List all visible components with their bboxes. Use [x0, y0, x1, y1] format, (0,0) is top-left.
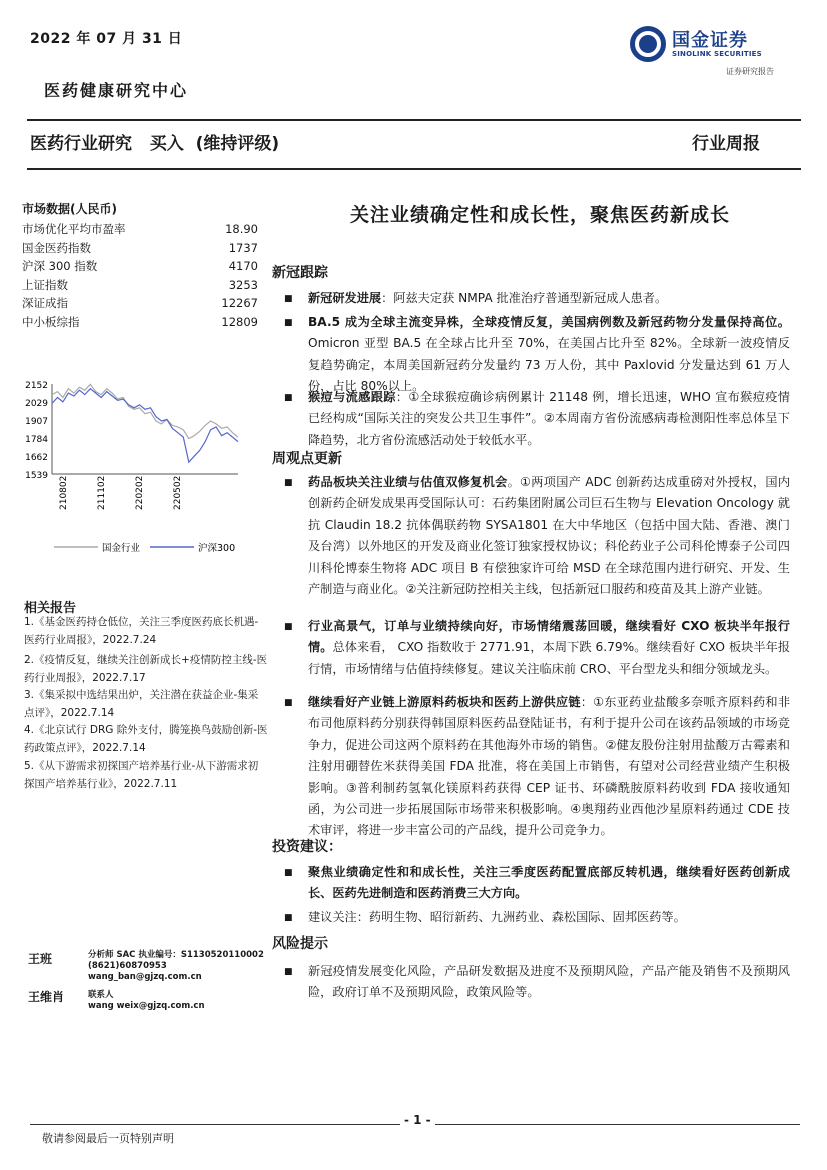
bullet-text: 猴痘与流感跟踪：①全球猴痘确诊病例累计 21148 例，增长迅速，WHO 宣布猴痘疫情已经构成“国际关注的突发公共卫生事件”。②本周南方省份流感病毒检测阳性率总体呈下降趋势，北方省份流感活动处于较低水平。: [308, 390, 790, 447]
market-data: [22, 200, 258, 331]
bullet-icon: ■: [284, 478, 293, 488]
page-number: - 1 -: [400, 1113, 435, 1127]
bullet-text: 继续看好产业链上游原料药板块和医药上游供应链：①东亚药业盐酸多奈哌齐原料药和非布司他原料药分别获得韩国原料医药品登陆证书，有利于提升公司在该药品领域的市场竞争力，促进公司这两个原料药在其他海外市场的销售。②健友股份注射用盐酸万古霉素和注射用硼替佐米获得美国 FDA 批准，将在美国上市销售，有望对公司经营业绩产生积极影响。③普利制药氢氧化镁原料药获得 CEP 证书、环磷酰胺原料药收到 FDA 接收通知函，为公司进一步拓展国际市场带来积极影响。④奥翔药业西他沙星原料药通过 CDE 技术审评，将进一步丰富公司的产品线，提升公司竞争力。: [308, 695, 791, 838]
bullet-text: 行业高景气，订单与业绩持续向好，市场情绪震荡回暖，继续看好 CXO 板块半年报行情。总体来看， CXO 指数收于 2771.91，本周下跌 6.79%。继续看好 CXO 板块半年报行情，市场情绪与估值持续修复。建议关注临床前 CRO、平台型龙头和细分领域龙头。: [308, 619, 791, 676]
related-title: 相关报告: [24, 601, 77, 616]
section-advice: 投资建议：: [272, 839, 342, 855]
x-tick-label: 210802: [59, 475, 69, 510]
y-tick-label: 2029: [25, 399, 48, 409]
bullet-text: 新冠研发进展：阿兹夫定获 NMPA 批准治疗普通型新冠成人患者。: [308, 291, 668, 305]
logo-en: SINOLINK SECURITIES: [672, 50, 762, 58]
analyst-name: 王班: [28, 952, 53, 966]
analyst-info: 分析师 SAC 执业编号：S1130520110002 (8621)60870953 wang_ban@gjzq.com.cn: [88, 950, 264, 982]
bullet-text: 建议关注：药明生物、昭衍新药、九洲药业、森松国际、固邦医药等。: [308, 910, 686, 924]
logo-sub: 证券研究报告: [726, 67, 774, 76]
related-item[interactable]: 3.《集采拟中选结果出炉，关注潜在获益企业-集采点评》，2022.7.14: [24, 689, 259, 719]
y-tick-label: 1907: [25, 417, 48, 427]
related-item[interactable]: 5.《从下游需求初探国产培养基行业-从下游需求初探国产培养基行业》，2022.7.11: [24, 760, 259, 790]
industry-rating: 医药行业研究 买入 (维持评级): [30, 134, 280, 154]
logo-name: 国金证券: [672, 30, 748, 51]
bullet-icon: ■: [284, 318, 293, 328]
divider-top: [27, 119, 801, 121]
market-row: 中小板综指 12809: [22, 314, 258, 329]
analyst-name: 王维肖: [28, 990, 65, 1004]
sinolink-logo: [630, 22, 800, 82]
related-item[interactable]: 4.《北京试行 DRG 除外支付，腾笼换鸟鼓励创新-医药政策点评》，2022.7.14: [24, 724, 268, 754]
market-row: 沪深 300 指数 4170: [22, 259, 258, 273]
x-tick-label: 220502: [173, 475, 183, 510]
legend-label: 沪深300: [198, 543, 236, 554]
related-item[interactable]: 1.《基金医药持仓低位，关注三季度医药底长机遇-医药行业周报》，2022.7.24: [24, 616, 259, 646]
y-tick-label: 2152: [25, 381, 48, 391]
series-line: [52, 389, 238, 462]
legend-label: 国金行业: [102, 543, 141, 554]
bullet-text: 聚焦业绩确定性和和成长性，关注三季度医药配置底部反转机遇，继续看好医药创新成长、医药先进制造和医药消费三大方向。: [308, 865, 790, 901]
market-row: 国金医药指数 1737: [22, 240, 258, 255]
market-row: 深证成指 12267: [22, 296, 258, 310]
y-tick-label: 1539: [25, 471, 48, 481]
report-type: 行业周报: [692, 134, 760, 154]
market-row: 市场优化平均市盈率 18.90: [22, 222, 258, 236]
section-covid: 新冠跟踪: [272, 265, 328, 281]
bullet-text: 药品板块关注业绩与估值双修复机会。①两项国产 ADC 创新药达成重磅对外授权，国内创新药企研发成果再受国际认可：石药集团附属公司巨石生物与 Elevation Oncology 就抗 Claudin 18.2 抗体偶联药物 SYSA1801 在大中华地区（包括中国大陆、香港、澳门及台湾）以外地区的开发及商业化签订独家授权协议；科伦药业子公司科伦博泰子公司四川科伦博泰生物将 ADC 项目 B 有偿独家许可给 MSD 在全球范围内进行研究、开发、生产制造与商业化。②关注新冠防控相关主线，包括新冠口服药和疫苗及其上游产业链。: [308, 475, 791, 597]
y-tick-label: 1662: [25, 453, 48, 463]
market-title: 市场数据(人民币): [22, 202, 117, 216]
section-weekly: 周观点更新: [272, 451, 342, 467]
bullet-text: BA.5 成为全球主流变异株，全球疫情反复，美国病例数及新冠药物分发量保持高位。Omicron 亚型 BA.5 在全球占比升至 70%，在美国占比升至 82%。全球新一波疫情反复趋势确定，本周美国新冠药分发量约 73 万人份，其中 Paxlovid 分发量达到 61 万人份，占比 80%以上。: [308, 315, 790, 394]
y-tick-label: 1784: [25, 435, 48, 445]
bullet-icon: ■: [284, 698, 293, 708]
bullet-icon: ■: [284, 967, 293, 977]
main-title: 关注业绩确定性和成长性，聚焦医药新成长: [349, 204, 730, 226]
index-chart: [20, 372, 260, 562]
report-date: 2022 年 07 月 31 日: [30, 31, 183, 47]
market-row: 上证指数 3253: [22, 277, 258, 292]
disclaimer: 敬请参阅最后一页特别声明: [42, 1132, 174, 1145]
section-risk: 风险提示: [272, 936, 328, 952]
research-center: 医药健康研究中心: [44, 81, 189, 100]
x-tick-label: 211102: [97, 475, 107, 510]
bullet-icon: ■: [284, 294, 293, 304]
bullet-icon: ■: [284, 913, 293, 923]
bullet-text: 新冠疫情发展变化风险，产品研发数据及进度不及预期风险，产品产能及销售不及预期风险，政府订单不及预期风险，政策风险等。: [308, 964, 790, 1000]
divider-bottom: [27, 168, 801, 170]
x-tick-label: 220202: [135, 475, 145, 510]
related-item[interactable]: 2.《疫情反复，继续关注创新成长+疫情防控主线-医药行业周报》，2022.7.17: [24, 654, 268, 684]
bullet-icon: ■: [284, 393, 293, 403]
bullet-icon: ■: [284, 622, 293, 632]
bullet-icon: ■: [284, 868, 293, 878]
analyst-info: 联系人 wang weix@gjzq.com.cn: [88, 990, 205, 1011]
